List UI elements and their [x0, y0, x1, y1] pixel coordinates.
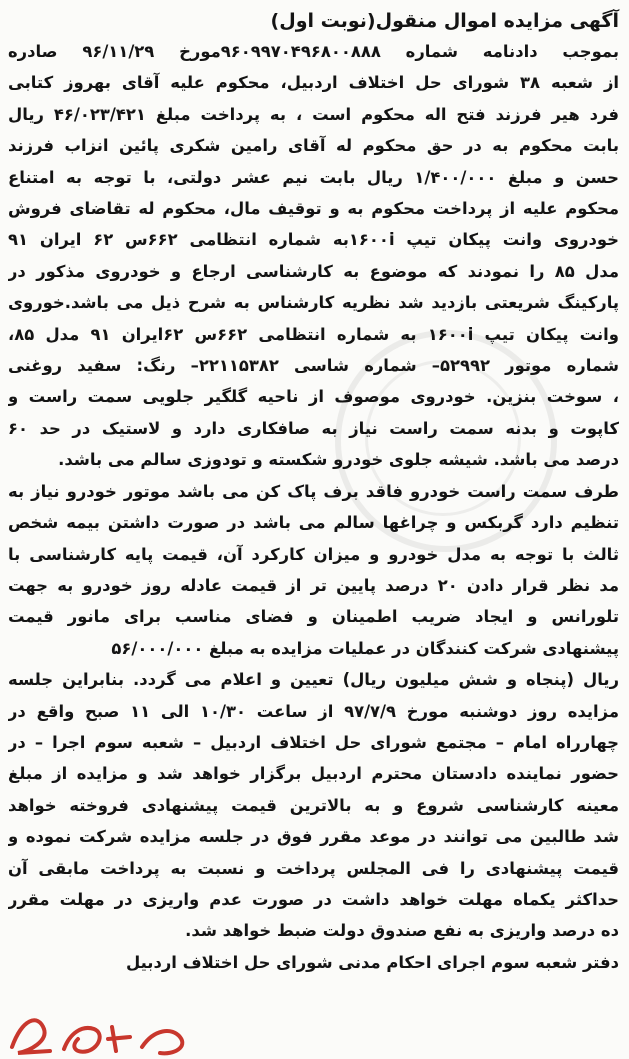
- notice-line: از شعبه ۳۸ شورای حل اختلاف اردبیل، محکوم علیه آقای بهروز کتابی: [8, 73, 619, 93]
- notice-line: پیشنهادی شرکت کنندگان در عملیات مزایده به مبلغ ۵۶/۰۰۰/۰۰۰: [111, 638, 619, 658]
- notice-line: مزایده روز دوشنبه مورخ ۹۷/۷/۹ از ساعت ۱۰/۳۰ الی ۱۱ صبح واقع در: [8, 701, 619, 721]
- notice-line: بابت محکوم به در حق محکوم له آقای رامین شکری پائین انزاب فرزند: [8, 136, 619, 156]
- notice-line: مدل ۸۵ را نمودند که موضوع به کارشناسی ارجاع و خودروی مذکور در: [8, 261, 619, 281]
- notice-line: ثالث با توجه به مدل خودرو و میزان کارکرد آن، قیمت پایه کارشناسی با: [8, 544, 619, 564]
- notice-line: چهارراه امام – مجتمع شورای حل اختلاف اردبیل – شعبه سوم اجرا – در: [8, 732, 619, 752]
- notice-line: ، سوخت بنزین. خودروی موصوف از ناحیه گلگیر جلویی سمت راست و: [8, 387, 619, 407]
- notice-line: حداکثر یکماه مهلت خواهد داشت در صورت عدم واریزی در مهلت مقرر: [8, 889, 619, 909]
- notice-line: ده درصد واریزی به نفع صندوق دولت ضبط خواهد شد.: [185, 921, 619, 941]
- notice-line: درصد می باشد. شیشه جلوی خودرو شکسته و تودوزی سالم می باشد.: [58, 450, 619, 470]
- notice-line: حضور نماینده دادستان محترم اردبیل برگزار خواهد شد و مزایده از مبلغ: [8, 764, 619, 784]
- auction-notice: [8, 6, 619, 978]
- notice-line: خودروی وانت پیکان تیپ ۱۶۰۰iبه شماره انتظامی ۶۶۲س ۶۲ ایران ۹۱: [8, 230, 619, 250]
- notice-title: آگهی مزایده اموال منقول(نوبت اول): [270, 10, 619, 32]
- notice-signature: دفتر شعبه سوم اجرای احکام مدنی شورای حل اختلاف اردبیل: [125, 952, 619, 972]
- notice-line: فرد هیر فرزند فتح اله محکوم است ، به پرداخت مبلغ ۴۶/۰۲۳/۴۲۱ ریال: [8, 104, 619, 124]
- notice-line: کاپوت و بدنه سمت راست نیاز به صافکاری دارد و لاستیک در حد ۶۰: [8, 418, 619, 438]
- notice-body: [8, 36, 619, 947]
- notice-line: مد نظر قرار دادن ۲۰ درصد پایین تر از قیمت عادله روز خودرو به جهت: [8, 575, 619, 595]
- notice-line: محکوم علیه از پرداخت محکوم به و توقیف مال، محکوم له تقاضای فروش: [8, 199, 619, 219]
- notice-line: شد طالبین می توانند در موعد مقرر فوق در جلسه مزایده شرکت نموده و: [8, 827, 619, 847]
- handwritten-number-mark: [4, 999, 214, 1059]
- notice-line: شماره موتور ۵۲۹۹۲– شماره شاسی ۲۲۱۱۵۳۸۲– رنگ: سفید روغنی: [8, 356, 619, 376]
- notice-line: معینه کارشناسی شروع و به بالاترین قیمت پیشنهادی فروخته خواهد: [8, 795, 619, 815]
- notice-line: قیمت پیشنهادی را فی المجلس پرداخت و نسبت به پرداخت مابقی آن: [8, 858, 619, 878]
- notice-line: تلورانس و ایجاد ضریب اطمینان و فضای مناسب برای مانور قیمت: [8, 607, 619, 627]
- notice-line: بموجب دادنامه شماره ۹۶۰۹۹۷۰۴۹۶۸۰۰۸۸۸مورخ ۹۶/۱۱/۲۹ صادره: [8, 42, 619, 61]
- notice-line: حسن و مبلغ ۱/۴۰۰/۰۰۰ ریال بابت نیم عشر دولتی، با توجه به امتناع: [8, 167, 619, 187]
- notice-line: تنظیم دارد گربکس و چراغها سالم می باشد در صورت داشتن بیمه شخص: [8, 513, 619, 533]
- notice-line: پارکینگ شریعتی بازدید شد نظریه کارشناس به شرح ذیل می باشد.خوروی: [8, 293, 619, 313]
- notice-line: ریال (پنجاه و شش میلیون ریال) تعیین و اعلام می گردد. بنابراین جلسه: [8, 670, 619, 690]
- notice-line: طرف سمت راست خودرو فاقد برف پاک کن می باشد موتور خودرو نیاز به: [8, 481, 619, 501]
- notice-line: وانت پیکان تیپ ۱۶۰۰i به شماره انتظامی ۶۶۲س ۶۲ایران ۹۱ مدل ۸۵،: [8, 324, 619, 344]
